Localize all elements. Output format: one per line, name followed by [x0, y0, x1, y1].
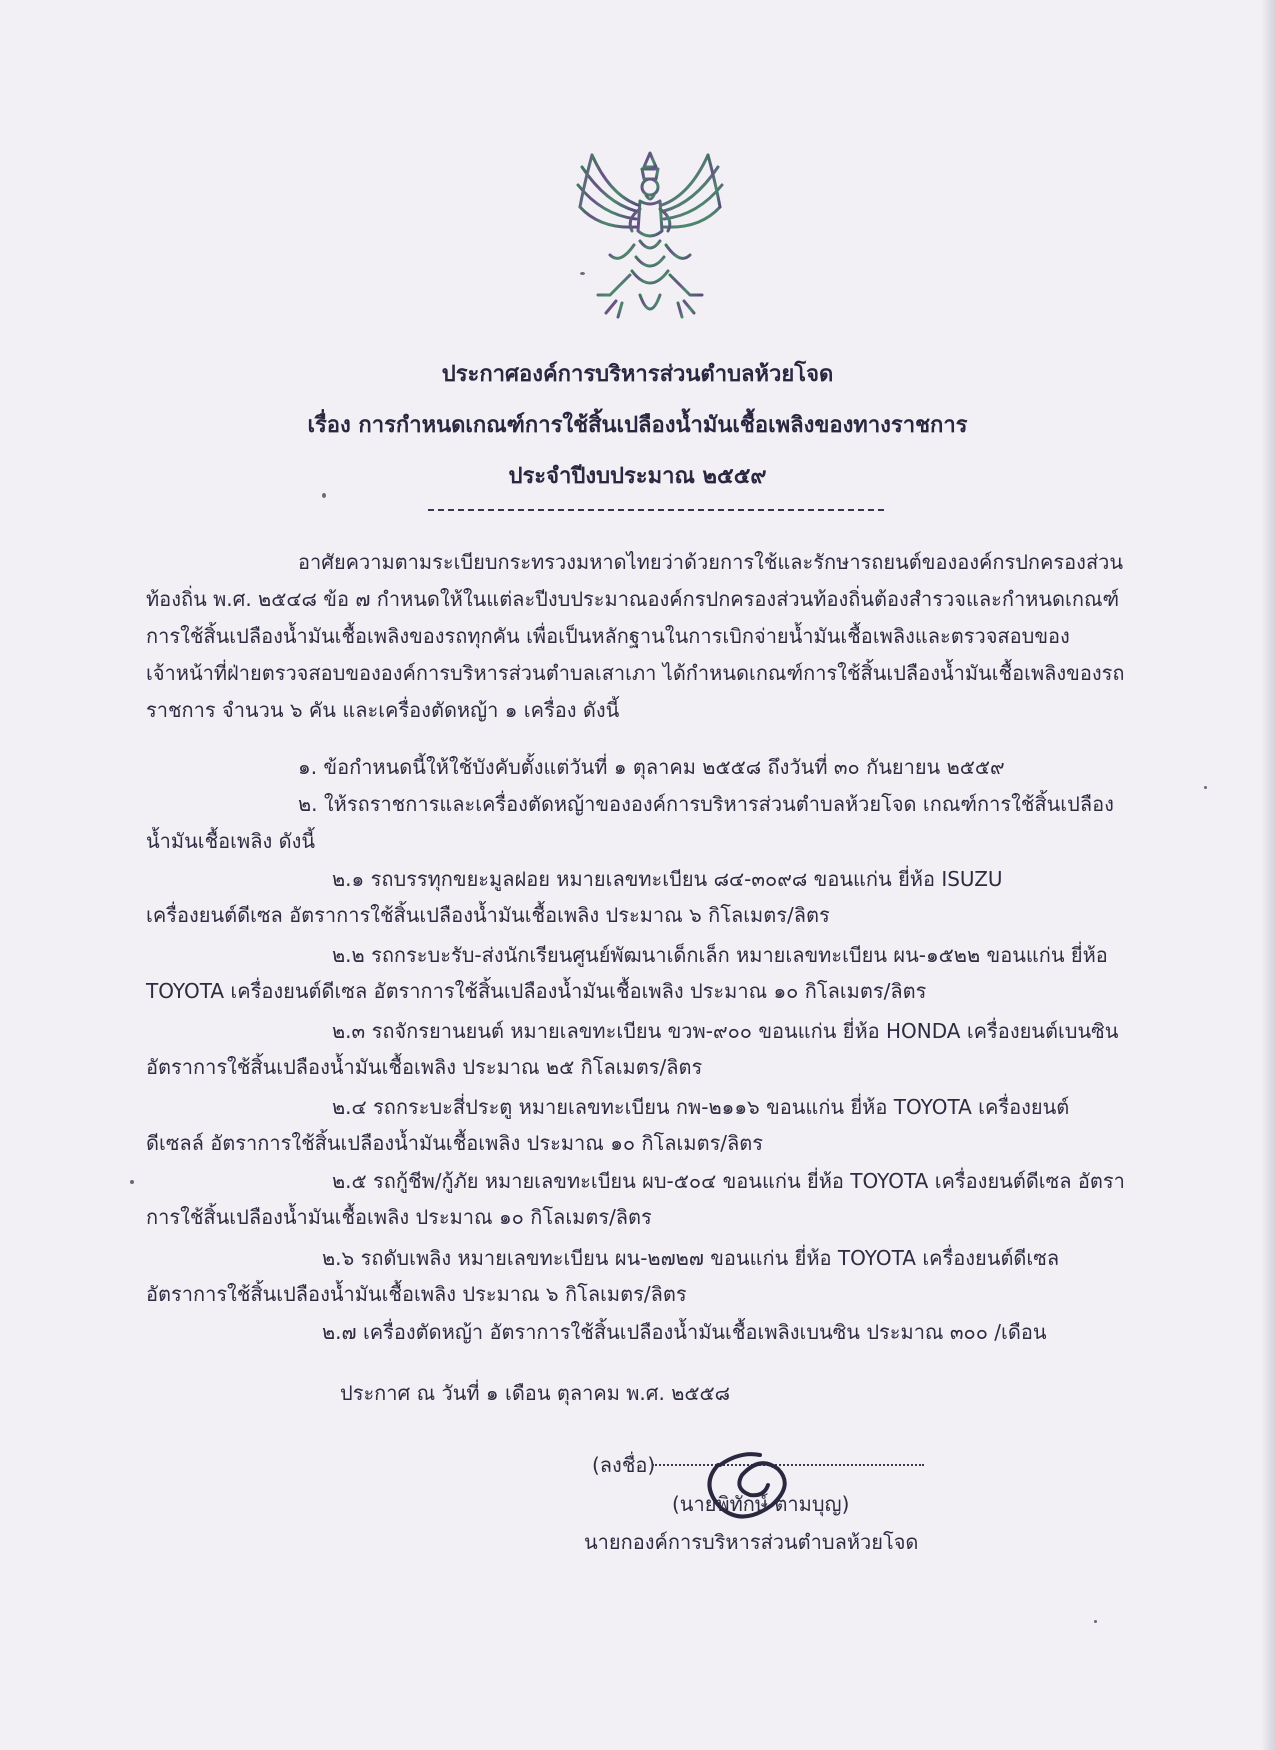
intro-line: ท้องถิ่น พ.ศ. ๒๕๔๘ ข้อ ๗ กำหนดให้ในแต่ละปีงบประมาณองค์กรปกครองส่วนท้องถิ่นต้องสำรวจและกำหนดเกณฑ์ — [146, 587, 1120, 611]
intro-line: การใช้สิ้นเปลืองน้ำมันเชื้อเพลิงของรถทุกคัน เพื่อเป็นหลักฐานในการเบิกจ่ายน้ำมันเชื้อเพลิงและตรวจสอบของ — [146, 624, 1070, 648]
item-2-2-line1: ๒.๒ รถกระบะรับ-ส่งนักเรียนศูนย์พัฒนาเด็กเล็ก หมายเลขทะเบียน ผน-๑๕๒๒ ขอนแก่น ยี่ห้อ — [332, 943, 1108, 967]
signature-label: (ลงชื่อ) — [592, 1453, 656, 1477]
clause-2-line: ๒. ให้รถราชการและเครื่องตัดหญ้าขององค์การบริหารส่วนตำบลห้วยโจด เกณฑ์การใช้สิ้นเปลือง — [298, 792, 1114, 816]
item-2-5-line1: ๒.๕ รถกู้ชีพ/กู้ภัย หมายเลขทะเบียน ผบ-๕๐๔ ขอนแก่น ยี่ห้อ TOYOTA เครื่องยนต์ดีเซล อัตรา — [332, 1169, 1125, 1193]
item-2-4-line2: ดีเซลล์ อัตราการใช้สิ้นเปลืองน้ำมันเชื้อเพลิง ประมาณ ๑๐ กิโลเมตร/ลิตร — [146, 1131, 764, 1155]
item-2-6-line2: อัตราการใช้สิ้นเปลืองน้ำมันเชื้อเพลิง ประมาณ ๖ กิโลเมตร/ลิตร — [146, 1282, 687, 1306]
item-2-3-line2: อัตราการใช้สิ้นเปลืองน้ำมันเชื้อเพลิง ประมาณ ๒๕ กิโลเมตร/ลิตร — [146, 1055, 703, 1079]
signer-name: (นายพิทักษ์ ตามบุญ) — [672, 1492, 850, 1516]
intro-line: ราชการ จำนวน ๖ คัน และเครื่องตัดหญ้า ๑ เครื่อง ดังนี้ — [146, 698, 620, 722]
page-edge-shadow — [1261, 0, 1275, 1750]
scan-speck — [1204, 786, 1207, 789]
item-2-5-line2: การใช้สิ้นเปลืองน้ำมันเชื้อเพลิง ประมาณ ๑๐ กิโลเมตร/ลิตร — [146, 1205, 652, 1229]
item-2-1-line1: ๒.๑ รถบรรทุกขยะมูลฝอย หมายเลขทะเบียน ๘๔-๓๐๙๘ ขอนแก่น ยี่ห้อ ISUZU — [332, 867, 1003, 891]
announce-date: ประกาศ ณ วันที่ ๑ เดือน ตุลาคม พ.ศ. ๒๕๕๘ — [340, 1381, 731, 1405]
garuda-emblem-icon — [570, 145, 730, 330]
scan-speck — [580, 272, 585, 275]
announcement-subject: เรื่อง การกำหนดเกณฑ์การใช้สิ้นเปลืองน้ำมันเชื้อเพลิงของทางราชการ — [307, 413, 968, 438]
header-divider — [428, 509, 884, 511]
item-2-6-line1: ๒.๖ รถดับเพลิง หมายเลขทะเบียน ผน-๒๗๒๗ ขอนแก่น ยี่ห้อ TOYOTA เครื่องยนต์ดีเซล — [322, 1246, 1060, 1270]
item-2-3-line1: ๒.๓ รถจักรยานยนต์ หมายเลขทะเบียน ขวพ-๙๐๐ ขอนแก่น ยี่ห้อ HONDA เครื่องยนต์เบนซิน — [332, 1019, 1119, 1043]
intro-line: อาศัยความตามระเบียบกระทรวงมหาดไทยว่าด้วยการใช้และรักษารถยนต์ขององค์กรปกครองส่วน — [298, 550, 1124, 574]
announcement-fiscal-year: ประจำปีงบประมาณ ๒๕๕๙ — [508, 464, 767, 489]
signer-position: นายกองค์การบริหารส่วนตำบลห้วยโจด — [584, 1530, 919, 1554]
scan-speck — [130, 1180, 134, 1184]
announcement-title: ประกาศองค์การบริหารส่วนตำบลห้วยโจด — [441, 362, 834, 387]
item-2-4-line1: ๒.๔ รถกระบะสี่ประตู หมายเลขทะเบียน กพ-๒๑๑๖ ขอนแก่น ยี่ห้อ TOYOTA เครื่องยนต์ — [332, 1095, 1070, 1119]
intro-line: เจ้าหน้าที่ฝ่ายตรวจสอบขององค์การบริหารส่วนตำบลเสาเภา ได้กำหนดเกณฑ์การใช้สิ้นเปลืองน้ำมันเชื้อเพลิงของรถ — [146, 661, 1125, 685]
scan-speck — [322, 493, 326, 498]
scan-speck — [1094, 1620, 1097, 1623]
item-2-7-line1: ๒.๗ เครื่องตัดหญ้า อัตราการใช้สิ้นเปลืองน้ำมันเชื้อเพลิงเบนซิน ประมาณ ๓๐๐ /เดือน — [322, 1320, 1047, 1344]
item-2-1-line2: เครื่องยนต์ดีเซล อัตราการใช้สิ้นเปลืองน้ำมันเชื้อเพลิง ประมาณ ๖ กิโลเมตร/ลิตร — [146, 903, 830, 927]
clause-2-line: น้ำมันเชื้อเพลิง ดังนี้ — [146, 829, 316, 853]
clause-1: ๑. ข้อกำหนดนี้ให้ใช้บังคับตั้งแต่วันที่ ๑ ตุลาคม ๒๕๕๘ ถึงวันที่ ๓๐ กันยายน ๒๕๕๙ — [298, 755, 1005, 779]
item-2-2-line2: TOYOTA เครื่องยนต์ดีเซล อัตราการใช้สิ้นเปลืองน้ำมันเชื้อเพลิง ประมาณ ๑๐ กิโลเมตร/ลิตร — [146, 979, 927, 1003]
